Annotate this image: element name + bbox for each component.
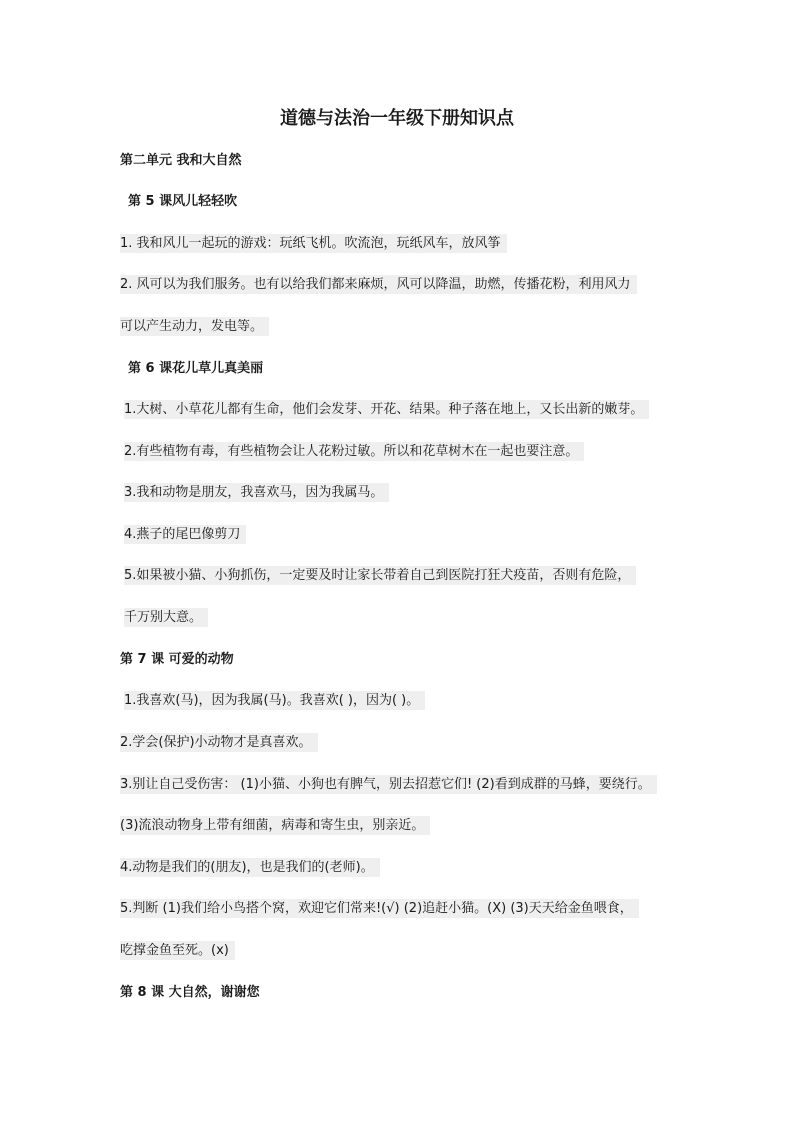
lesson-5-heading: 第 5 课风儿轻轻吹: [128, 194, 238, 209]
lesson-7-item-3-cont: (3)流浪动物身上带有细菌，病毒和寄生虫，别亲近。: [120, 817, 430, 835]
lesson-5-item-2-cont: 可以产生动力，发电等。: [120, 318, 269, 336]
lesson-6-item-1: 1.大树、小草花儿都有生命，他们会发芽、开花、结果。种子落在地上，又长出新的嫩芽。: [124, 401, 649, 419]
lesson-6-item-4: 4.燕子的尾巴像剪刀: [124, 526, 246, 544]
lesson-7-item-1: 1.我喜欢(马)，因为我属(马)。我喜欢( )，因为( )。: [124, 692, 425, 710]
lesson-6-item-3: 3.我和动物是朋友，我喜欢马，因为我属马。: [124, 484, 389, 502]
page-title: 道德与法治一年级下册知识点: [280, 108, 514, 129]
lesson-5-item-1: 1. 我和风儿一起玩的游戏：玩纸飞机。吹流泡，玩纸风车，放风筝: [120, 235, 507, 253]
lesson-7-item-4: 4.动物是我们的(朋友)，也是我们的(老师)。: [120, 859, 380, 877]
lesson-7-item-5: 5.判断 (1)我们给小鸟搭个窝，欢迎它们常来!(√) (2)追赶小猫。(X) (3)天天给金鱼喂食，: [120, 900, 639, 918]
unit-heading: 第二单元 我和大自然: [120, 153, 242, 168]
lesson-6-item-5-cont: 千万别大意。: [124, 609, 208, 627]
lesson-6-item-2: 2.有些植物有毒，有些植物会让人花粉过敏。所以和花草树木在一起也要注意。: [124, 443, 584, 461]
lesson-6-item-5: 5.如果被小猫、小狗抓伤，一定要及时让家长带着自己到医院打狂犬疫苗，否则有危险，: [124, 567, 636, 585]
lesson-6-heading: 第 6 课花儿草儿真美丽: [128, 361, 264, 376]
lesson-7-item-3: 3.别让自己受伤害： (1)小猫、小狗也有脾气，别去招惹它们! (2)看到成群的马蜂，要绕行。: [120, 776, 657, 794]
lesson-7-item-2: 2.学会(保护)小动物才是真喜欢。: [120, 734, 318, 752]
lesson-5-item-2: 2. 风可以为我们服务。也有以给我们都来麻烦，风可以降温，助燃，传播花粉，利用风力: [120, 276, 637, 294]
lesson-8-heading: 第 8 课 大自然，谢谢您: [120, 985, 260, 1000]
lesson-7-heading: 第 7 课 可爱的动物: [120, 652, 234, 667]
lesson-7-item-5-cont: 吃撑金鱼至死。(x): [120, 942, 235, 960]
